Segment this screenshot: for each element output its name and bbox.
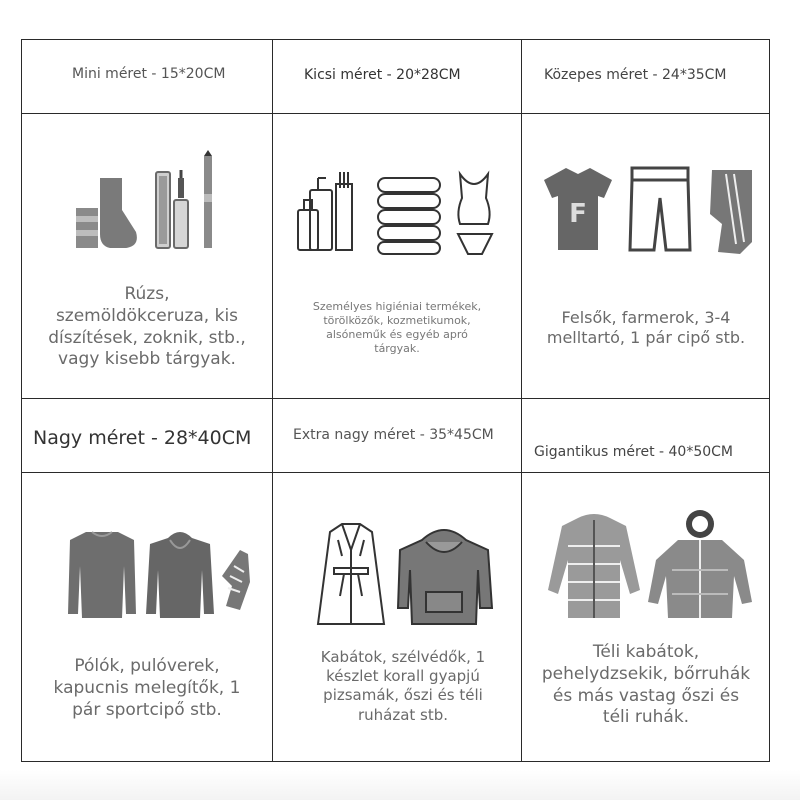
large-size-illustration [64,526,254,622]
small-size-description [276,300,518,356]
sock-icon [76,178,137,248]
description-line: Felsők, farmerok, 3-4 [561,308,731,327]
gigantic-size-illustration [548,510,758,626]
small-size-header: Kicsi méret - 20*28CM [304,67,461,83]
description-line: készlet korall gyapjú [326,667,480,686]
description-line: díszítések, zoknik, stb., [48,327,246,348]
grid-divider [21,472,770,473]
grid-divider [21,398,770,399]
grid-divider [21,113,770,114]
description-line: Kabátok, szélvédők, 1 [320,648,486,666]
description-line: pizsamák, őszi és téli [323,686,483,705]
medium-size-header: Közepes méret - 24*35CM [544,67,727,83]
folded-towels-icon [378,178,440,254]
bottom-shade [0,770,800,800]
gigantic-size-header: Gigantikus méret - 40*50CM [534,444,733,460]
mini-size-illustration [70,150,230,250]
tshirt-icon [544,168,612,250]
description-line: Rúzs, [124,284,170,304]
sport-shoe-icon [222,550,250,610]
sweater-icon [68,532,136,618]
mini-size-description [24,284,270,371]
hoodie-icon [146,532,214,618]
mascara-icon [156,170,188,248]
mini-size-header: Mini méret - 15*20CM [72,66,226,82]
description-line: pehelydzsekik, bőrruhák [541,663,751,684]
extra-large-size-illustration [312,520,498,630]
robe-icon [318,524,384,624]
description-line: és más vastag őszi és [552,685,740,706]
description-line: törölközők, kozmetikumok, [323,314,471,328]
toiletries-icon [298,172,352,250]
jeans-icon [630,168,690,250]
description-line: Téli kabátok, [592,642,700,662]
grid-divider [272,39,273,762]
eyebrow-pencil-icon [204,150,212,248]
description-line: téli ruhák. [602,707,690,728]
extra-large-size-description [290,648,516,725]
extra-large-size-header: Extra nagy méret - 35*45CM [293,427,494,443]
description-line: pár sportcipő stb. [72,699,222,720]
description-line: vagy kisebb tárgyak. [58,349,236,370]
medium-size-description [524,308,768,349]
grid-divider [521,39,522,762]
underwear-icon [458,174,492,254]
large-size-header: Nagy méret - 28*40CM [33,427,252,449]
description-line: Pólók, pulóverek, [74,656,220,676]
description-line: Személyes higiéniai termékek, [312,300,482,313]
description-line: szemöldökceruza, kis [55,305,239,326]
description-line: kapucnis melegítők, 1 [53,677,241,698]
large-size-description [24,656,270,721]
description-line: tárgyak. [374,342,420,356]
fur-hood-jacket-icon [648,510,752,618]
description-line: melltartó, 1 pár cipő stb. [546,328,746,348]
small-size-illustration [296,168,496,258]
hoodie-outline-icon [398,530,492,624]
tshirt-logo: F [569,199,587,229]
gigantic-size-description [524,642,768,729]
medium-size-illustration [540,164,755,256]
sneaker-icon [710,170,752,254]
description-line: alsóneműk és egyéb apró [326,328,468,342]
puffer-jacket-icon [548,514,640,618]
description-line: ruházat stb. [357,705,449,724]
